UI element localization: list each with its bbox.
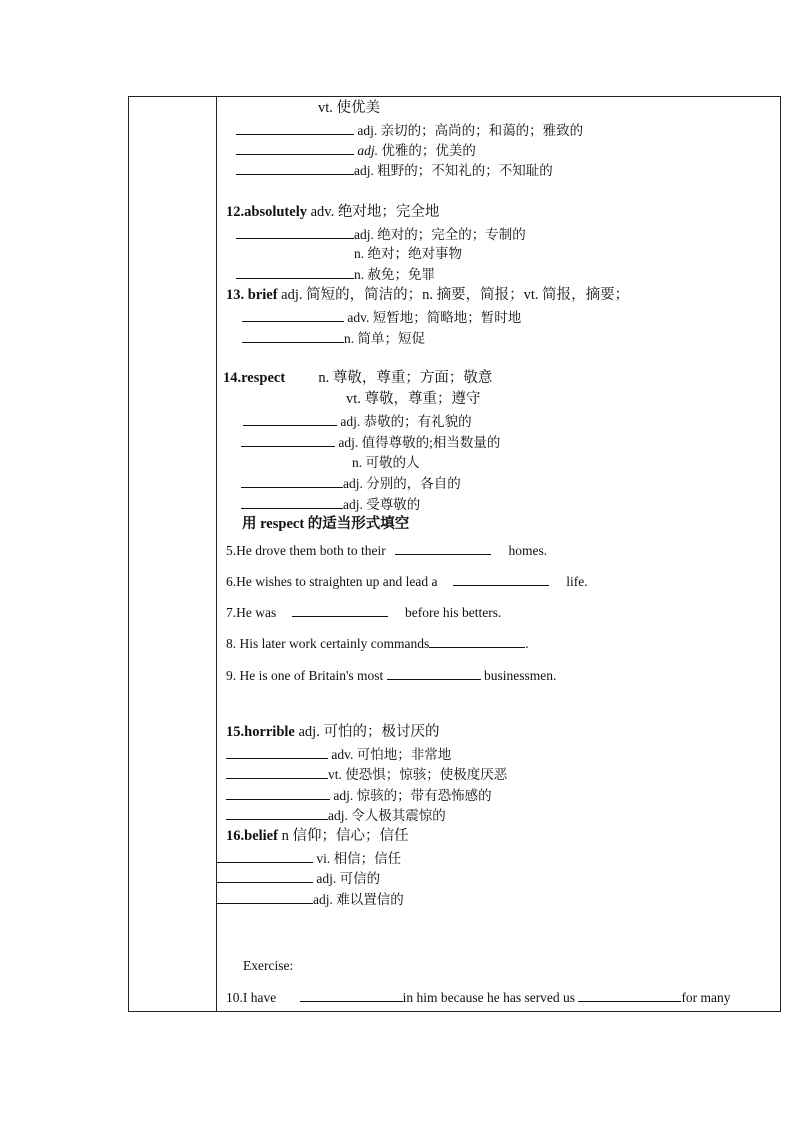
- sentence-text: for many: [681, 990, 731, 1005]
- pos-label: adv.: [347, 310, 370, 325]
- sentence-text: businessmen.: [484, 668, 557, 683]
- brief-derivative-1: [242, 308, 521, 327]
- respect-vt-line: [346, 390, 481, 408]
- answer-blank[interactable]: [236, 121, 354, 135]
- pos-label: adj.: [328, 808, 348, 823]
- pos-label: adj.: [354, 163, 374, 178]
- respect-derivative-1: [243, 412, 472, 431]
- headword: 16.belief: [226, 828, 278, 844]
- pos-label: adj.: [340, 414, 361, 429]
- headword: 12.absolutely: [226, 204, 307, 220]
- answer-blank[interactable]: [226, 745, 328, 759]
- answer-blank[interactable]: [236, 225, 354, 239]
- meaning-text: 可信的: [339, 871, 381, 886]
- meaning-text: 短暂地；简略地；暂时地: [372, 310, 522, 325]
- meaning-text: 可敬的人: [365, 455, 420, 470]
- pos-label: n.: [344, 331, 355, 346]
- pos-label: vt.: [346, 391, 361, 407]
- respect-headline: [223, 369, 492, 387]
- answer-blank[interactable]: [226, 806, 328, 820]
- meaning-text: 难以置信的: [336, 892, 404, 907]
- answer-blank[interactable]: [226, 765, 328, 779]
- meaning-text: 值得尊敬的;相当数量的: [361, 435, 501, 450]
- meaning-text: 分别的，各自的: [366, 476, 461, 491]
- pos-label: n.: [354, 246, 365, 261]
- exercise-sentence-10: [226, 988, 731, 1007]
- sentence-text: 9. He is one of Britain's most: [226, 668, 384, 683]
- pos-label: adj.: [281, 287, 303, 303]
- answer-blank[interactable]: [242, 329, 344, 343]
- answer-blank[interactable]: [241, 433, 335, 447]
- horrible-derivative-2: [226, 765, 507, 784]
- sentence-text: before his betters.: [405, 605, 502, 620]
- answer-blank[interactable]: [236, 141, 354, 155]
- absolutely-derivative-2: [354, 245, 462, 263]
- meaning-text: 可怕的；极讨厌的: [323, 724, 440, 740]
- meaning-text: 亲切的；高尚的；和蔼的；雅致的: [380, 123, 584, 138]
- respect-derivative-5: [241, 495, 420, 514]
- sentence-7: [226, 603, 501, 622]
- pos-label: vt.: [328, 767, 342, 782]
- pos-label: n.: [354, 267, 365, 282]
- meaning-text: 赦免；免罪: [367, 267, 435, 282]
- pos-label: adj.: [298, 724, 320, 740]
- meaning-text: 简短的，简洁的；n. 摘要，简报；vt. 简报，摘要；: [306, 287, 630, 303]
- absolutely-headline: [226, 203, 439, 221]
- answer-blank[interactable]: [216, 869, 313, 883]
- sentence-8: [226, 634, 529, 653]
- horrible-derivative-3: [226, 786, 492, 805]
- headword: 14.respect: [223, 370, 286, 386]
- answer-blank[interactable]: [387, 666, 481, 680]
- meaning-text: 令人极其震惊的: [351, 808, 446, 823]
- meaning-text: 使优美: [336, 100, 381, 116]
- respect-derivative-4: [241, 474, 461, 493]
- sentence-text: 6.He wishes to straighten up and lead a: [226, 574, 438, 589]
- absolutely-derivative-1: [236, 225, 526, 244]
- answer-blank[interactable]: [242, 308, 344, 322]
- answer-blank[interactable]: [578, 988, 681, 1002]
- sentence-9: [226, 666, 556, 685]
- meaning-text: 使恐惧；惊骇；使极度厌恶: [345, 767, 508, 782]
- belief-derivative-3: [216, 890, 404, 909]
- elegant-derivative-2: [236, 141, 476, 160]
- elegant-derivative-1: [236, 121, 583, 140]
- pos-label: adj.: [357, 143, 379, 158]
- meaning-text: 绝对地；完全地: [337, 204, 440, 220]
- pos-label: adv.: [331, 747, 354, 762]
- elegant-vt-line: [318, 99, 380, 117]
- sentence-6: [226, 572, 588, 591]
- meaning-text: 绝对；绝对事物: [367, 246, 462, 261]
- sentence-text: 7.He was: [226, 605, 277, 620]
- pos-label: adj.: [316, 871, 337, 886]
- sentence-text: .: [525, 636, 529, 651]
- answer-blank[interactable]: [236, 265, 354, 279]
- belief-derivative-2: [216, 869, 380, 888]
- pos-label: adj.: [354, 227, 374, 242]
- meaning-text: 优雅的；优美的: [381, 143, 476, 158]
- meaning-text: 尊敬，尊重；遵守: [364, 391, 481, 407]
- sentence-text: homes.: [508, 543, 548, 558]
- horrible-derivative-4: [226, 806, 446, 825]
- answer-blank[interactable]: [453, 572, 549, 586]
- answer-blank[interactable]: [216, 890, 313, 904]
- pos-label: adj.: [357, 123, 378, 138]
- answer-blank[interactable]: [292, 603, 388, 617]
- answer-blank[interactable]: [300, 988, 403, 1002]
- pos-label: vi.: [316, 851, 331, 866]
- sentence-text: 5.He drove them both to their: [226, 543, 386, 558]
- sentence-5: [226, 541, 547, 560]
- answer-blank[interactable]: [241, 474, 343, 488]
- meaning-text: 尊敬，尊重；方面；敬意: [332, 370, 493, 386]
- answer-blank[interactable]: [216, 849, 313, 863]
- sentence-text: 8. His later work certainly commands: [226, 636, 430, 651]
- pos-label: adv.: [310, 204, 335, 220]
- answer-blank[interactable]: [241, 495, 343, 509]
- answer-blank[interactable]: [395, 541, 491, 555]
- horrible-headline: [226, 723, 439, 741]
- elegant-derivative-3: [236, 161, 553, 180]
- answer-blank[interactable]: [226, 786, 330, 800]
- meaning-text: 简单；短促: [357, 331, 425, 346]
- pos-label: adj.: [338, 435, 359, 450]
- answer-blank[interactable]: [236, 161, 354, 175]
- meaning-text: 可怕地；非常地: [356, 747, 452, 762]
- exercise-title: Exercise:: [243, 958, 294, 973]
- meaning-text: 惊骇的；带有恐怖感的: [356, 788, 492, 803]
- belief-headline: [226, 827, 408, 845]
- headword: 13. brief: [226, 287, 278, 303]
- sentence-text: life.: [566, 574, 588, 589]
- meaning-text: 相信；信任: [333, 851, 402, 866]
- absolutely-derivative-3: [236, 265, 435, 284]
- pos-label: n.: [352, 455, 363, 470]
- pos-label: adj.: [313, 892, 333, 907]
- brief-headline: [226, 286, 629, 304]
- sentence-text: in him because he has served us: [402, 990, 576, 1005]
- respect-derivative-2: [241, 433, 500, 452]
- meaning-text: 恭敬的；有礼貌的: [363, 414, 472, 429]
- answer-blank[interactable]: [429, 634, 525, 648]
- brief-derivative-2: [242, 329, 425, 348]
- meaning-text: 绝对的；完全的；专制的: [377, 227, 526, 242]
- meaning-text: 粗野的；不知礼的；不知耻的: [377, 163, 553, 178]
- pos-label: adj.: [343, 476, 363, 491]
- headword: 15.horrible: [226, 724, 295, 740]
- pos-label: vt.: [318, 100, 333, 116]
- pos-label: adj.: [333, 788, 354, 803]
- belief-derivative-1: [216, 849, 401, 868]
- pos-label: n: [281, 828, 289, 844]
- pos-label: adj.: [343, 497, 363, 512]
- answer-blank[interactable]: [243, 412, 337, 426]
- meaning-text: 受尊敬的: [366, 497, 421, 512]
- pos-label: n.: [318, 370, 330, 386]
- horrible-derivative-1: [226, 745, 451, 764]
- respect-derivative-3: [352, 454, 420, 472]
- respect-task-title: 用 respect 的适当形式填空: [242, 516, 410, 532]
- meaning-text: 信仰；信心；信任: [292, 828, 409, 844]
- sentence-text: 10.I have: [226, 990, 277, 1005]
